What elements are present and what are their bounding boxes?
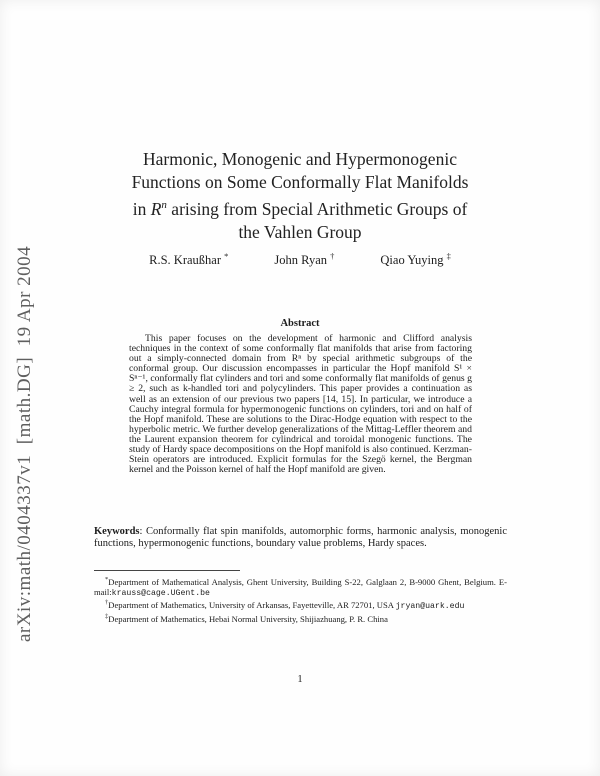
footnotes-block xyxy=(94,575,507,625)
author-ryan: John Ryan † xyxy=(274,251,335,268)
author-yuying: Qiao Yuying ‡ xyxy=(380,251,451,268)
author-footnote-mark: † xyxy=(330,251,335,261)
footnote-email: krauss@cage.UGent.be xyxy=(111,588,210,598)
keywords-text: : Conformally flat spin manifolds, automorphic forms, harmonic analysis, monogenic functions, hypermonogenic functions, boundary value problems, Hardy spaces. xyxy=(94,526,507,549)
footnote-affiliation-2: †Department of Mathematics, University of Arkansas, Fayetteville, AR 72701, USA jryan@uark.edu xyxy=(105,599,465,612)
author-krausshar: R.S. Kraußhar * xyxy=(149,251,229,268)
abstract-text: This paper focuses on the development of harmonic and Clifford analysis techniques in the context of some conformally flat manifolds that arise from factoring out a simply-connected domain from Rⁿ by special arithmetic subgroups of the conformal group. Our discussion encompasses in particular the Hopf manifold S¹ × Sⁿ⁻¹, conformally flat cylinders and tori and some conformally flat manifolds of genus g ≥ 2, such as k-handled tori and polycylinders. This paper provides a continuation as well as an extension of our previous two papers [14, 15]. In particular, we introduce a Cauchy integral formula for hypermonogenic functions on cylinders, tori and on half of the Hopf manifold. These are solutions to the Dirac-Hodge equation with respect to the hyperbolic metric. We further develop generalizations of the Mittag-Leffler theorem and the Laurent expansion theorem for cylindrical and toroidal monogenic functions. The study of Hardy space decompositions on the Hopf manifold is also continued. Kerzman-Stein operators are introduced. Explicit formulas for the Szegö kernel, the Bergman kernel and the Poisson kernel of half the Hopf manifold are given. xyxy=(129,333,472,476)
footnote-rule xyxy=(94,570,240,571)
title-line-1: Harmonic, Monogenic and Hypermonogenic xyxy=(143,149,457,169)
arxiv-watermark: arXiv:math/0404337v1 [math.DG] 19 Apr 2004 xyxy=(14,245,35,642)
author-footnote-mark: * xyxy=(224,251,229,261)
page-number: 1 xyxy=(297,674,303,685)
footnote-mark: † xyxy=(105,599,109,607)
paper-title xyxy=(55,148,545,244)
keywords-paragraph xyxy=(94,526,507,550)
footnote-affiliation-3: ‡Department of Mathematics, Hebai Normal University, Shijiazhuang, P. R. China xyxy=(105,613,388,624)
footnote-mark: ‡ xyxy=(105,613,109,621)
author-footnote-mark: ‡ xyxy=(446,251,451,261)
keywords-label: Keywords xyxy=(94,526,140,537)
title-math-R: R xyxy=(150,198,162,219)
footnote-email: jryan@uark.edu xyxy=(395,602,465,612)
title-line-2: Functions on Some Conformally Flat Manifolds xyxy=(131,172,469,192)
title-line-4: the Vahlen Group xyxy=(238,221,362,242)
title-line-3: in $R^n$ arising from Special Arithmetic Groups of xyxy=(132,198,468,219)
title-math-exponent: n xyxy=(161,199,167,211)
footnote-affiliation-1: *Department of Mathematical Analysis, Ghent University, Building S-22, Galglaan 2, B-9000 Ghent, Belgium. E-mail:krauss@cage.UGent.be xyxy=(94,576,507,598)
footnote-mark: * xyxy=(105,576,109,583)
abstract-heading: Abstract xyxy=(280,318,320,329)
author-list xyxy=(0,251,600,268)
